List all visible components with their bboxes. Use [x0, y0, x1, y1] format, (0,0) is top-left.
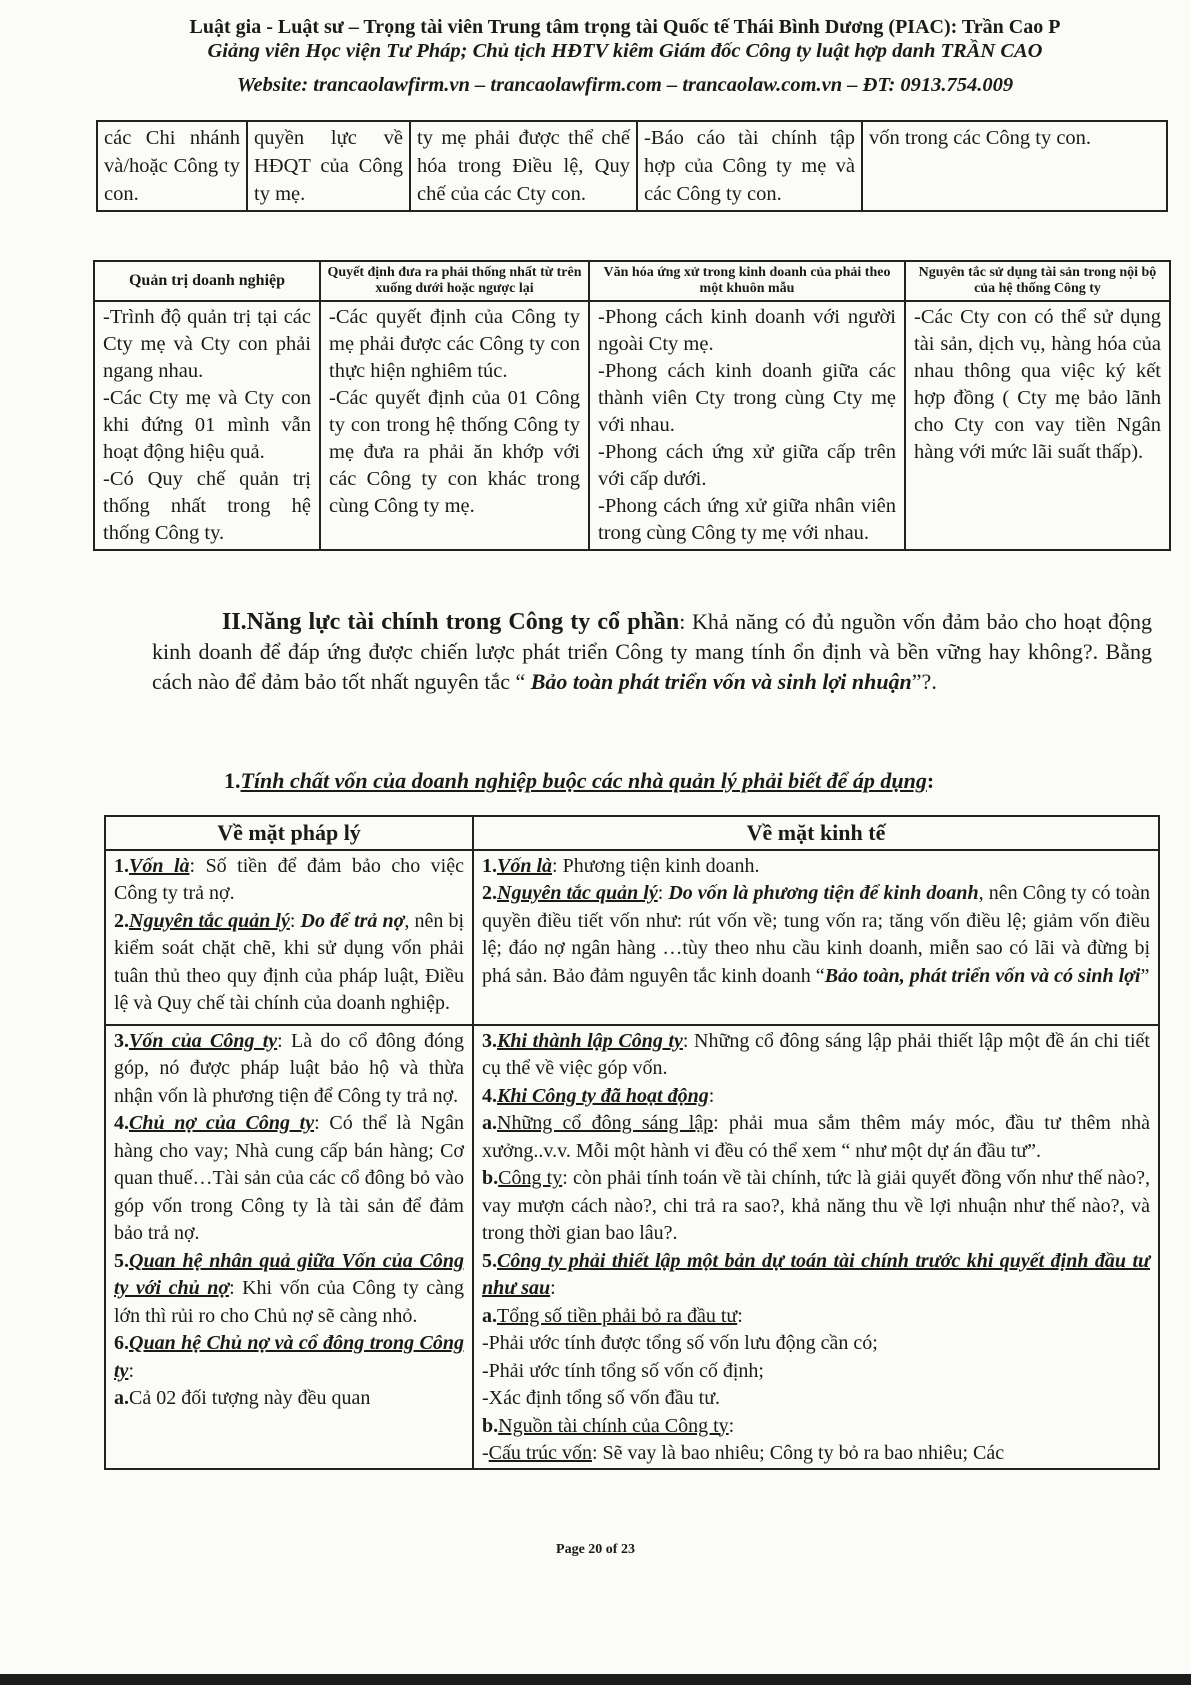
header-line-3: Website: trancaolawfirm.vn – trancaolawfirm.com – trancaolaw.com.vn – ĐT: 0913.754.009 [236, 74, 1014, 96]
table-cell: vốn trong các Công ty con. [862, 121, 1167, 211]
cell-line: -Các Cty mẹ và Cty con khi đứng 01 mình vẫn hoạt động hiệu quả. [103, 387, 311, 463]
cell-line: -Phong cách kinh doanh giữa các thành viên Cty trong cùng Cty mẹ với nhau. [598, 360, 896, 436]
table-cell: quyền lực về HĐQT của Công ty mẹ. [247, 121, 410, 211]
table-header-row [94, 261, 1170, 301]
cell-line: -Phong cách kinh doanh với người ngoài Cty mẹ. [598, 306, 896, 355]
table-row [97, 121, 1167, 211]
table-cell [589, 301, 905, 550]
table-cell [905, 301, 1170, 550]
table-cell: 1.Vốn là: Số tiền để đảm bảo cho việc Công ty trả nợ. 2.Nguyên tắc quản lý: Do để trả nợ, nên bị kiểm soát chặt chẽ, khi sử dụng vốn phải tuân thủ theo quy định của pháp luật, Điều lệ và Quy chế tài chính của doanh nghiệp. [105, 850, 473, 1025]
section-body: : Khả năng có đủ nguồn vốn đảm bảo cho hoạt động kinh doanh để đáp ứng được chiến lược phát triển Công ty mang tính ổn định và bền vững hay không?. Bằng cách nào để đảm bảo tốt nhất nguyên tắc “ [152, 609, 1153, 694]
table-row [105, 1025, 1159, 1469]
table-cell [94, 301, 320, 550]
table-cell: 1.Vốn là: Phương tiện kinh doanh. 2.Nguyên tắc quản lý: Do vốn là phương tiện để kinh doanh, nên Công ty có toàn quyền điều tiết vốn như: rút vốn về; tung vốn ra; tăng vốn điều lệ; giảm vốn điều lệ; đáo nợ ngân hàng …tùy theo nhu cầu kinh doanh, miễn sao có lãi và đừng bị phá sản. Bảo đảm nguyên tắc kinh doanh “Bảo toàn, phát triển vốn và có sinh lợi” [473, 850, 1159, 1025]
section-2-paragraph [152, 607, 1152, 697]
subheading-text: Tính chất vốn của doanh nghiệp buộc các nhà quản lý phải biết để áp dụng [240, 768, 927, 793]
cell-line: -Có Quy chế quản trị thống nhất trong hệ thống Công ty. [103, 468, 311, 544]
column-header: Nguyên tắc sử dụng tài sản trong nội bộ của hệ thống Công ty [905, 261, 1170, 301]
cell-line: -Các quyết định của 01 Công ty con trong hệ thống Công ty mẹ đưa ra phải ăn khớp với các Công ty con khác trong cùng Công ty mẹ. [329, 387, 580, 517]
cell-line: -Trình độ quản trị tại các Cty mẹ và Cty con phải ngang nhau. [103, 306, 311, 382]
capital-nature-table [104, 815, 1160, 1470]
continuation-table [96, 120, 1168, 212]
section-heading: II.Năng lực tài chính trong Công ty cổ phần [222, 609, 680, 635]
cell-line: -Phong cách ứng xử giữa cấp trên với cấp dưới. [598, 441, 896, 490]
column-header: Quyết định đưa ra phải thống nhất từ trên xuống dưới hoặc ngược lại [320, 261, 589, 301]
table-cell: 3.Khi thành lập Công ty: Những cổ đông sáng lập phải thiết lập một đề án chi tiết cụ thể về việc góp vốn. 4.Khi Công ty đã hoạt động: a.Những cổ đông sáng lập: phải mua sắm thêm máy móc, đầu tư thêm nhà xưởng..v.v. Mỗi một hành vi đều có thể xem “ như một dự án đầu tư”. b.Công ty: còn phải tính toán về tài chính, tức là giải quyết đồng vốn như thế nào?, vay mượn cách nào?, chi trả ra sao?, khả năng thu về lợi nhuận như thế nào?, và trong thời gian bao lâu?. 5.Công ty phải thiết lập một bản dự toán tài chính trước khi quyết định đầu tư như sau: a.Tổng số tiền phải bỏ ra đầu tư: -Phải ước tính được tổng số vốn lưu động cần có; -Phải ước tính tổng số vốn cố định; -Xác định tổng số vốn đầu tư. b.Nguồn tài chính của Công ty: -Cấu trúc vốn: Sẽ vay là bao nhiêu; Công ty bỏ ra bao nhiêu; Các [473, 1025, 1159, 1469]
column-header: Quản trị doanh nghiệp [94, 261, 320, 301]
table-cell [320, 301, 589, 550]
section-quote: Bảo toàn phát triển vốn và sinh lợi nhuận [525, 669, 912, 694]
column-header: Về mặt pháp lý [105, 816, 473, 850]
subheading-1: 1.Tính chất vốn của doanh nghiệp buộc các nhà quản lý phải biết để áp dụng: [224, 768, 935, 793]
table-row [94, 301, 1170, 550]
column-header: Văn hóa ứng xử trong kinh doanh của phải theo một khuôn mẫu [589, 261, 905, 301]
table-row [105, 850, 1159, 1025]
page-number: Page 20 of 23 [556, 1542, 635, 1557]
header-line-1: Luật gia - Luật sư – Trọng tài viên Trung tâm trọng tài Quốc tế Thái Bình Dương (PIAC): Trần Cao P [189, 16, 1061, 38]
table-header-row [105, 816, 1159, 850]
cell-line: -Các quyết định của Công ty mẹ phải được các Công ty con thực hiện nghiêm túc. [329, 306, 580, 382]
table-cell: 3.Vốn của Công ty: Là do cổ đông đóng góp, nó được pháp luật bảo hộ và thừa nhận vốn là phương tiện để Công ty trả nợ. 4.Chủ nợ của Công ty: Có thể là Ngân hàng cho vay; Nhà cung cấp bán hàng; Cơ quan thuế…Tài sản của các cổ đông bỏ vào góp vốn trong Công ty là tài sản để đảm bảo trả nợ. 5.Quan hệ nhân quả giữa Vốn của Công ty với chủ nợ: Khi vốn của Công ty càng lớn thì rủi ro cho Chủ nợ sẽ càng nhỏ. 6.Quan hệ Chủ nợ và cổ đông trong Công ty: a.Cả 02 đối tượng này đều quan [105, 1025, 473, 1469]
table-cell: các Chi nhánh và/hoặc Công ty con. [97, 121, 247, 211]
cell-line: -Các Cty con có thể sử dụng tài sản, dịch vụ, hàng hóa của nhau thông qua việc ký kết hợp đồng ( Cty mẹ bảo lãnh cho Cty con vay tiền Ngân hàng với mức lãi suất thấp). [914, 306, 1161, 463]
section-end: ”?. [911, 669, 937, 694]
header-line-2: Giảng viên Học viện Tư Pháp; Chủ tịch HĐTV kiêm Giám đốc Công ty luật hợp danh TRẦN CAO [207, 40, 1043, 62]
scan-edge [0, 1674, 1191, 1685]
table-cell: -Báo cáo tài chính tập hợp của Công ty mẹ và các Công ty con. [637, 121, 862, 211]
column-header: Về mặt kinh tế [473, 816, 1159, 850]
cell-line: -Phong cách ứng xử giữa nhân viên trong cùng Công ty mẹ với nhau. [598, 495, 896, 544]
table-cell: ty mẹ phải được thể chế hóa trong Điều lệ, Quy chế của các Cty con. [410, 121, 637, 211]
management-table [93, 260, 1171, 551]
